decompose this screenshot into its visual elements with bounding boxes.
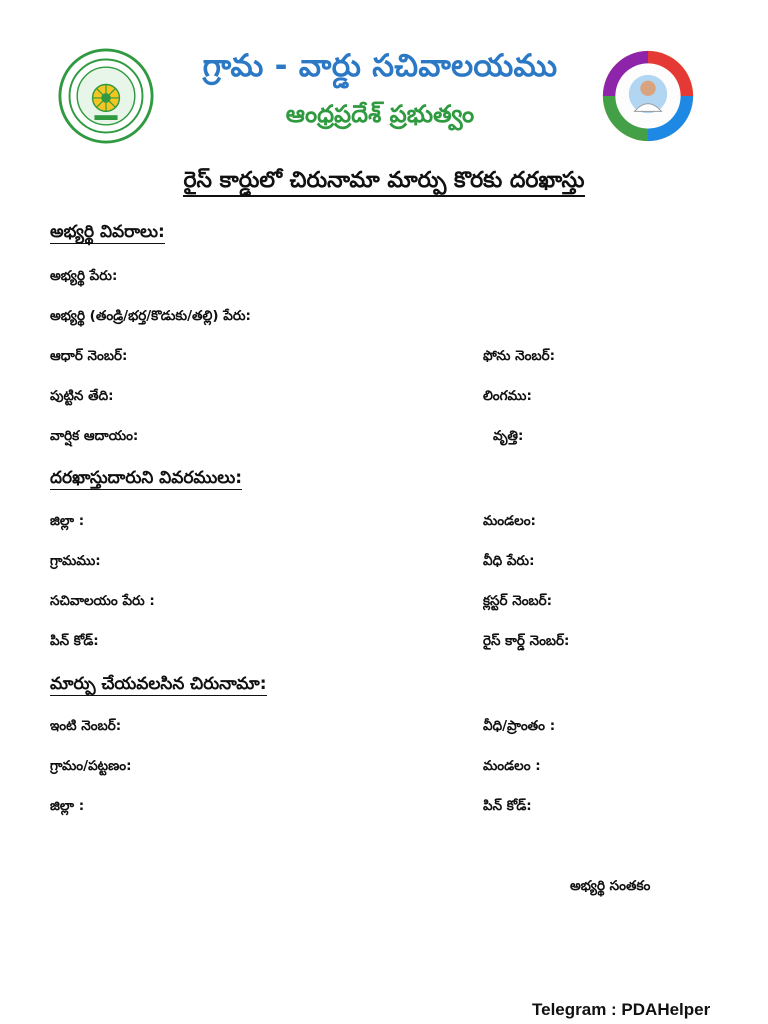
field-street-area: వీధి/ప్రాంతం :: [483, 718, 556, 734]
section-applicant-details-heading: [50, 468, 242, 492]
form-title-text: రైస్ కార్డులో చిరునామా మార్పు కొరకు దరఖాస్తు: [183, 168, 584, 197]
section-new-address-heading: [50, 674, 267, 698]
field-date-of-birth: పుట్టిన తేది:: [50, 388, 114, 404]
field-guardian-name: అభ్యర్థి (తండ్రి/భర్త/కొడుకు/తల్లి) పేరు:: [50, 308, 251, 324]
field-gender: లింగము:: [483, 388, 532, 404]
field-phone-number: ఫోను నెంబర్:: [483, 348, 556, 364]
field-aadhaar-number: ఆధార్ నెంబర్:: [50, 348, 128, 364]
field-mandal: మండలం:: [483, 513, 536, 529]
field-occupation: వృత్తి:: [493, 428, 524, 444]
field-village: గ్రామము:: [50, 553, 101, 569]
navaratnalu-logo-icon: [600, 48, 696, 144]
field-new-mandal: మండలం :: [483, 758, 541, 774]
footer-telegram: Telegram : PDAHelper: [532, 1000, 711, 1019]
signature-label: అభ్యర్థి సంతకం: [570, 878, 651, 894]
form-title: [60, 168, 708, 198]
field-secretariat-name: సచివాలయం పేరు :: [50, 593, 155, 609]
field-rice-card-number: రైస్ కార్డ్ నెంబర్:: [483, 633, 570, 649]
field-annual-income: వార్షిక ఆదాయం:: [50, 428, 139, 444]
section-applicant-details-heading-text: దరఖాస్తుదారుని వివరములు:: [50, 468, 243, 488]
field-street-name: వీధి పేరు:: [483, 553, 535, 569]
field-village-town: గ్రామం/పట్టణం:: [50, 758, 132, 774]
section-applicant-heading-text: అభ్యర్థి వివరాలు:: [50, 222, 165, 242]
field-pincode: పిన్ కోడ్:: [50, 633, 99, 649]
org-title: గ్రామ - వార్డు సచివాలయము: [202, 48, 558, 84]
gov-title: ఆంధ్రప్రదేశ్ ప్రభుత్వం: [285, 100, 475, 128]
section-new-address-heading-text: మార్పు చేయవలసిన చిరునామా:: [50, 674, 267, 694]
field-district: జిల్లా :: [50, 513, 85, 529]
field-new-pincode: పిన్ కోడ్:: [483, 798, 532, 814]
field-house-number: ఇంటి నెంబర్:: [50, 718, 122, 734]
field-applicant-name: అభ్యర్థి పేరు:: [50, 268, 118, 284]
field-new-district: జిల్లా :: [50, 798, 85, 814]
field-cluster-number: క్లస్టర్ నెంబర్:: [483, 593, 553, 609]
ap-state-emblem-icon: [58, 48, 154, 144]
section-applicant-heading: [50, 222, 165, 246]
